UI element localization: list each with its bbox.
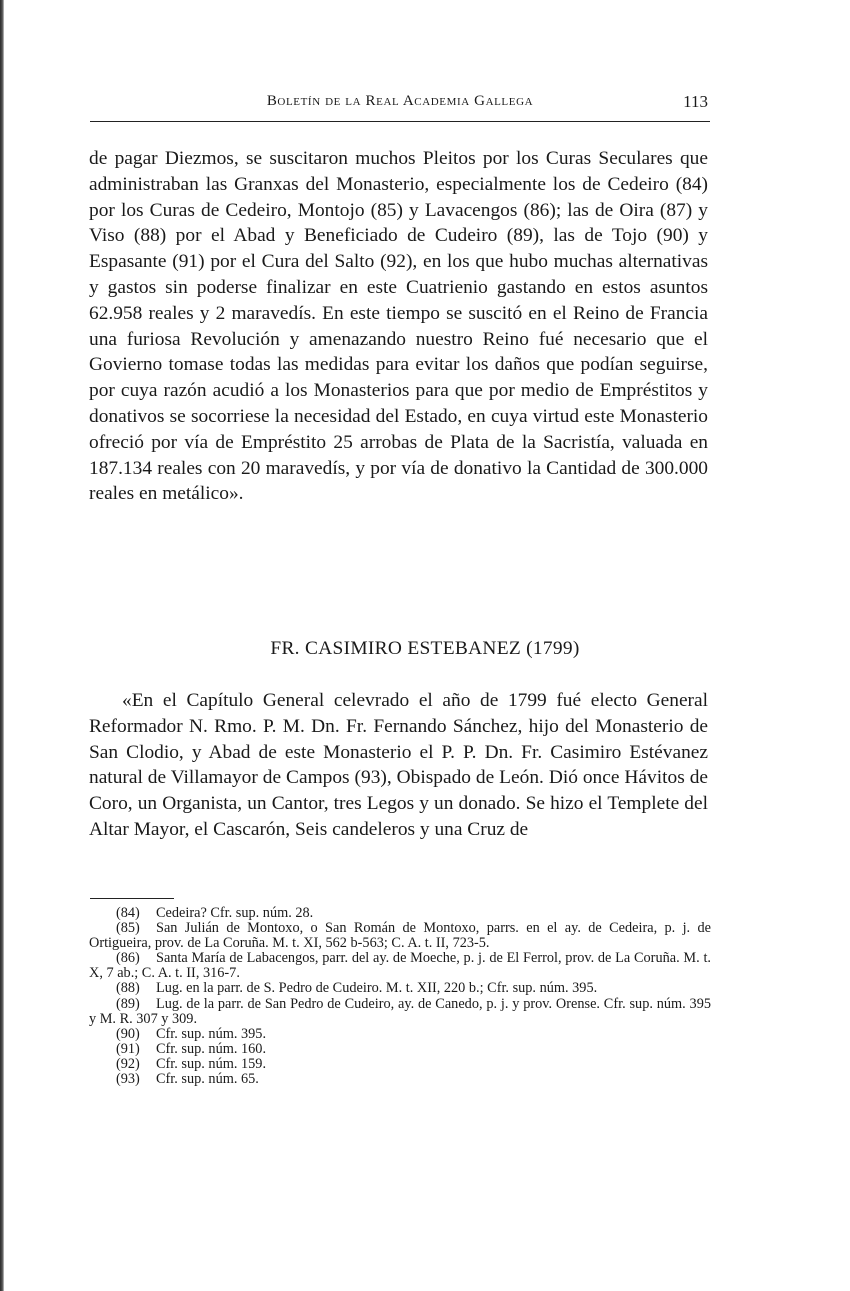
footnote-text: Cedeira? Cfr. sup. núm. 28. bbox=[156, 905, 314, 921]
footnote-text: Cfr. sup. núm. 159. bbox=[156, 1055, 267, 1072]
footnote bbox=[89, 951, 711, 981]
footnote-text: Lug. en la parr. de S. Pedro de Cudeiro. M. t. XII, 220 b.; Cfr. sup. núm. 395. bbox=[156, 980, 598, 997]
footnote-label: (86) bbox=[116, 950, 140, 967]
footnote bbox=[89, 1057, 711, 1072]
running-header bbox=[90, 93, 710, 122]
page-number: 113 bbox=[683, 92, 708, 111]
footnote bbox=[89, 997, 711, 1027]
footnote-text: Santa María de Labacengos, parr. del ay. de Moeche, p. j. de El Ferrol, prov. de La Coruña. M. t. X, 7 ab.; C. A. t. II, 316-7. bbox=[89, 950, 711, 982]
footnote-label: (88) bbox=[116, 980, 140, 997]
footnote-text: Cfr. sup. núm. 160. bbox=[156, 1040, 267, 1057]
footnote-label: (90) bbox=[116, 1025, 140, 1042]
footnote-text: Lug. de la parr. de San Pedro de Cudeiro, ay. de Canedo, p. j. y prov. Orense. Cfr. sup. núm. 395 y M. R. 307 y 309. bbox=[89, 995, 711, 1027]
footnote bbox=[89, 981, 711, 996]
footnote bbox=[89, 921, 711, 951]
footnote-label: (91) bbox=[116, 1040, 140, 1057]
footnote bbox=[89, 906, 711, 921]
footnote-text: Cfr. sup. núm. 65. bbox=[156, 1071, 259, 1088]
footnote-label: (84) bbox=[116, 905, 140, 921]
footnotes bbox=[89, 906, 711, 1087]
paragraph-1: de pagar Diezmos, se suscitaron muchos Pleitos por los Curas Seculares que administraban las Granxas del Monasterio, especialmente los de Cedeiro (84) por los Curas de Cedeiro, Montojo (85) y Lavacengos (86); las de Oira (87) y Viso (88) por el Abad y Beneficiado de Cudeiro (89), las de Tojo (90) y Espasante (91) por el Cura del Salto (92), en los que hubo muchas alternativas y gastos sin poderse finalizar en este Cuatrienio gastando en estos asuntos 62.958 reales y 2 maravedís. En este tiempo se suscitó en el Reino de Francia una furiosa Revolución y amenazando nuestro Reino fué necesario que el Govierno tomase todas las medidas para evitar los daños que podían seguirse, por cuya razón acudió a los Monasterios para que por medio de Empréstitos y donativos se socorriese la necesidad del Estado, en cuya virtud este Monasterio ofreció por vía de Empréstito 25 arrobas de Plata de la Sacristía, valuada en 187.134 reales con 20 maravedís, y por vía de donativo la Cantidad de 300.000 reales en metálico». bbox=[89, 148, 708, 505]
footnote-text: San Julián de Montoxo, o San Román de Montoxo, parrs. en el ay. de Cedeira, p. j. de Ortigueira, prov. de La Coruña. M. t. XI, 562 b-563; C. A. t. II, 723-5. bbox=[89, 920, 711, 952]
footnote-label: (92) bbox=[116, 1055, 140, 1072]
footnote-rule bbox=[90, 898, 174, 899]
footnote bbox=[89, 1072, 711, 1087]
footnote-label: (93) bbox=[116, 1071, 140, 1088]
footnote-label: (89) bbox=[116, 995, 140, 1012]
paragraph-2: «En el Capítulo General celevrado el año de 1799 fué electo General Reformador N. Rmo. P. M. Dn. Fr. Fernando Sánchez, hijo del Monasterio de San Clodio, y Abad de este Monasterio el P. P. Dn. Fr. Casimiro Estévanez natural de Villamayor de Campos (93), Obispado de León. Dió once Hávitos de Coro, un Organista, un Cantor, tres Legos y un donado. Se hizo el Templete del Altar Mayor, el Cascarón, Seis candeleros y una Cruz de bbox=[89, 690, 708, 840]
section-heading: FR. CASIMIRO ESTEBANEZ (1799) bbox=[270, 638, 580, 659]
footnote bbox=[89, 1042, 711, 1057]
footnote bbox=[89, 1027, 711, 1042]
footnote-label: (85) bbox=[116, 920, 140, 937]
footnote-text: Cfr. sup. núm. 395. bbox=[156, 1025, 267, 1042]
journal-title: Boletín de la Real Academia Gallega bbox=[266, 93, 534, 109]
